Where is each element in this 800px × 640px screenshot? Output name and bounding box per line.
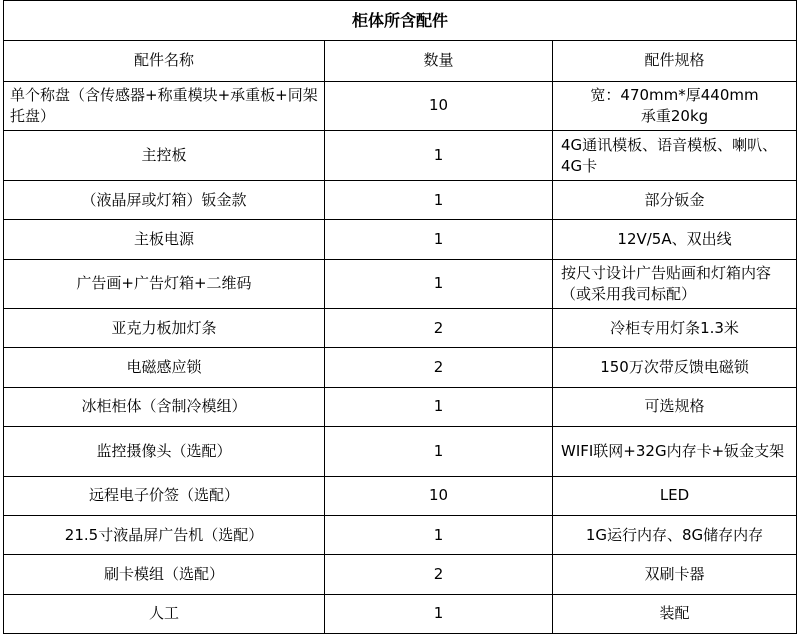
table-row (4, 259, 797, 309)
table-row (4, 220, 797, 259)
table-row (4, 476, 797, 515)
header-qty: 数量 (325, 41, 553, 81)
cell-spec: 装配 (553, 594, 797, 633)
table-row (4, 81, 797, 131)
cell-qty: 10 (325, 81, 553, 131)
cell-name: （液晶屏或灯箱）钣金款 (4, 180, 325, 219)
cell-name: 亚克力板加灯条 (4, 309, 325, 348)
cell-spec: 1G运行内存、8G储存内存 (553, 516, 797, 555)
table-row (4, 387, 797, 426)
cell-qty: 2 (325, 555, 553, 594)
table-row (4, 427, 797, 477)
cell-qty: 10 (325, 476, 553, 515)
cell-name: 主板电源 (4, 220, 325, 259)
cell-name: 广告画+广告灯箱+二维码 (4, 259, 325, 309)
cell-name: 21.5寸液晶屏广告机（选配） (4, 516, 325, 555)
cell-spec: LED (553, 476, 797, 515)
header-row (4, 41, 797, 81)
table-body (4, 1, 797, 634)
cell-qty: 1 (325, 594, 553, 633)
cell-spec: 宽：470mm*厚440mm 承重20kg (553, 81, 797, 131)
table-row (4, 516, 797, 555)
cell-qty: 1 (325, 387, 553, 426)
cell-name: 监控摄像头（选配） (4, 427, 325, 477)
cell-spec: 150万次带反馈电磁锁 (553, 348, 797, 387)
cell-qty: 1 (325, 259, 553, 309)
cell-spec: 可选规格 (553, 387, 797, 426)
cell-qty: 1 (325, 220, 553, 259)
accessories-table (3, 0, 797, 634)
cell-spec: 冷柜专用灯条1.3米 (553, 309, 797, 348)
cell-name: 刷卡模组（选配） (4, 555, 325, 594)
table-title: 柜体所含配件 (4, 1, 797, 41)
table-row (4, 131, 797, 181)
header-name: 配件名称 (4, 41, 325, 81)
cell-name: 电磁感应锁 (4, 348, 325, 387)
cell-qty: 2 (325, 348, 553, 387)
cell-spec: 12V/5A、双出线 (553, 220, 797, 259)
cell-spec: 部分钣金 (553, 180, 797, 219)
table-row (4, 180, 797, 219)
cell-name: 远程电子价签（选配） (4, 476, 325, 515)
cell-qty: 1 (325, 516, 553, 555)
cell-spec: 4G通讯模板、语音模板、喇叭、4G卡 (553, 131, 797, 181)
cell-name: 冰柜柜体（含制冷模组） (4, 387, 325, 426)
cell-name: 主控板 (4, 131, 325, 181)
cell-qty: 1 (325, 131, 553, 181)
cell-name: 人工 (4, 594, 325, 633)
cell-spec: WIFI联网+32G内存卡+钣金支架 (553, 427, 797, 477)
cell-name: 单个称盘（含传感器+称重模块+承重板+同架托盘） (4, 81, 325, 131)
header-spec: 配件规格 (553, 41, 797, 81)
cell-spec: 双刷卡器 (553, 555, 797, 594)
cell-spec: 按尺寸设计广告贴画和灯箱内容（或采用我司标配） (553, 259, 797, 309)
table-row (4, 309, 797, 348)
cell-qty: 1 (325, 180, 553, 219)
table-row (4, 594, 797, 633)
table-row (4, 348, 797, 387)
cell-qty: 2 (325, 309, 553, 348)
title-row (4, 1, 797, 41)
cell-qty: 1 (325, 427, 553, 477)
table-row (4, 555, 797, 594)
